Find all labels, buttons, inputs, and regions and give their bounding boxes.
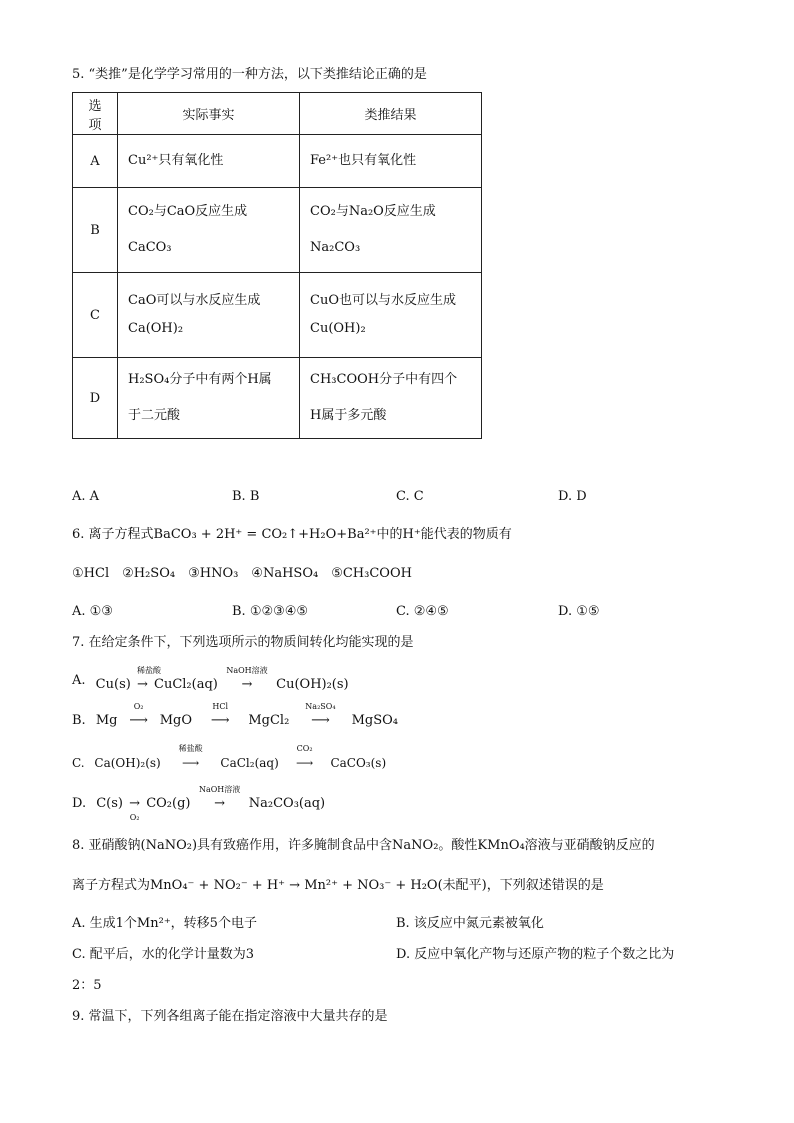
q6-option-c[interactable]: C. ②④⑤ (396, 604, 449, 619)
q8-stem-line2: 离子方程式为MnO₄⁻ + NO₂⁻ + H⁺ → Mn²⁺ + NO₃⁻ + H₂O(未配平)，下列叙述错误的是 (72, 878, 604, 893)
q6-option-b[interactable]: B. ①②③④⑤ (232, 604, 309, 619)
table-row (73, 135, 482, 188)
table-header-option: 选项 (73, 93, 118, 135)
reaction-arrow: NaOH溶液 → (224, 676, 270, 694)
row-result-line1: CO₂与Na₂O反应生成 (310, 204, 436, 219)
q5-option-d[interactable]: D. D (558, 489, 587, 504)
reaction-arrow: HCl ⟶ (198, 712, 242, 730)
row-fact-line1: CaO可以与水反应生成 (128, 293, 261, 308)
reaction-arrow: CO₂ ⟶ (285, 754, 325, 772)
arrow-condition: 稀盐酸 (178, 744, 203, 753)
table-row (73, 273, 482, 358)
arrow-condition: HCl (212, 702, 229, 711)
species: MgSO₄ (351, 713, 398, 728)
q7-option-a[interactable] (72, 666, 349, 692)
reaction-arrow: NaOH溶液 → (197, 795, 243, 813)
q8-option-b[interactable]: B. 该反应中氮元素被氧化 (396, 916, 544, 931)
q8-option-d[interactable]: D. 反应中氧化产物与还原产物的粒子个数之比为 (396, 947, 675, 962)
q8-option-a[interactable]: A. 生成1个Mn²⁺，转移5个电子 (72, 916, 257, 931)
arrow-condition: O₂ (129, 813, 140, 822)
species: Cu(s) (95, 677, 131, 692)
table-row (73, 188, 482, 273)
row-result-line1: CH₃COOH分子中有四个 (310, 372, 458, 387)
q8-stem-line1: 8. 亚硝酸钠(NaNO₂)具有致癌作用，许多腌制食品中含NaNO₂。酸性KMnO₄溶液与亚硝酸钠反应的 (72, 838, 655, 853)
reaction-arrow: → O₂ (129, 796, 141, 822)
arrow-condition: NaOH溶液 (226, 666, 268, 675)
row-fact-line2: Ca(OH)₂ (128, 321, 184, 336)
q5-option-c[interactable]: C. C (396, 489, 424, 504)
row-fact-line1: CO₂与CaO反应生成 (128, 204, 248, 219)
species: Mg (95, 713, 118, 728)
reaction-arrow: Na₂SO₄ ⟶ (295, 712, 345, 730)
q7-option-c[interactable] (72, 744, 387, 772)
row-result: Fe²⁺也只有氧化性 (310, 153, 417, 168)
arrow-condition: CO₂ (296, 744, 313, 753)
q7-stem: 7. 在给定条件下，下列选项所示的物质间转化均能实现的是 (72, 635, 414, 650)
q5-stem: 5. “类推”是化学学习常用的一种方法，以下类推结论正确的是 (72, 67, 427, 82)
row-result-line2: Cu(OH)₂ (310, 321, 366, 336)
q6-option-a[interactable]: A. ①③ (72, 604, 113, 619)
table-header-result: 类推结果 (300, 93, 482, 135)
arrow-condition: Na₂SO₄ (305, 702, 336, 711)
q7-option-b[interactable] (72, 702, 398, 730)
row-result-line2: Na₂CO₃ (310, 240, 361, 255)
species: MgCl₂ (248, 713, 290, 728)
option-letter: C. (72, 756, 85, 770)
q5-option-a[interactable]: A. A (72, 489, 100, 504)
table-header-fact: 实际事实 (118, 93, 300, 135)
row-fact-line2: 于二元酸 (128, 408, 181, 423)
row-label: B (73, 188, 118, 273)
species: C(s) (96, 796, 123, 811)
arrow-condition: 稀盐酸 (136, 666, 161, 675)
species: CaCO₃(s) (330, 756, 387, 770)
q5-option-b[interactable]: B. B (232, 489, 260, 504)
row-label: D (73, 358, 118, 439)
species: MgO (159, 713, 193, 728)
species: CaCl₂(aq) (220, 756, 279, 770)
q6-stem: 6. 离子方程式BaCO₃ + 2H⁺ = CO₂↑+H₂O+Ba²⁺中的H⁺能代表的物质有 (72, 527, 512, 542)
species: CO₂(g) (146, 796, 191, 811)
q8-option-d-continuation: 2：5 (72, 978, 102, 993)
species: Ca(OH)₂(s) (94, 756, 161, 770)
species: CuCl₂(aq) (154, 677, 218, 692)
q7-option-d[interactable] (72, 785, 326, 822)
row-result-line2: H属于多元酸 (310, 408, 387, 423)
option-letter: B. (72, 713, 86, 728)
row-result-line1: CuO也可以与水反应生成 (310, 293, 456, 308)
q9-stem: 9. 常温下，下列各组离子能在指定溶液中大量共存的是 (72, 1009, 388, 1024)
row-label: C (73, 273, 118, 358)
species: Na₂CO₃(aq) (248, 796, 326, 811)
row-fact-line1: H₂SO₄分子中有两个H属 (128, 372, 272, 387)
option-letter: D. (72, 796, 87, 811)
reaction-arrow: 稀盐酸 → (136, 666, 161, 692)
reaction-arrow: O₂ ⟶ (124, 712, 154, 730)
arrow-condition: NaOH溶液 (198, 785, 241, 794)
q5-table (72, 92, 482, 439)
row-label: A (73, 135, 118, 188)
species: Cu(OH)₂(s) (276, 677, 349, 692)
row-fact-line2: CaCO₃ (128, 240, 172, 255)
q6-option-d[interactable]: D. ①⑤ (558, 604, 600, 619)
option-letter: A. (72, 673, 86, 688)
reaction-arrow: 稀盐酸 ⟶ (167, 754, 215, 772)
row-fact: Cu²⁺只有氧化性 (128, 153, 224, 168)
q8-option-c[interactable]: C. 配平后，水的化学计量数为3 (72, 947, 255, 962)
q6-substances: ①HCl ②H₂SO₄ ③HNO₃ ④NaHSO₄ ⑤CH₃COOH (72, 566, 412, 581)
table-row (73, 358, 482, 439)
arrow-condition: O₂ (133, 702, 144, 711)
